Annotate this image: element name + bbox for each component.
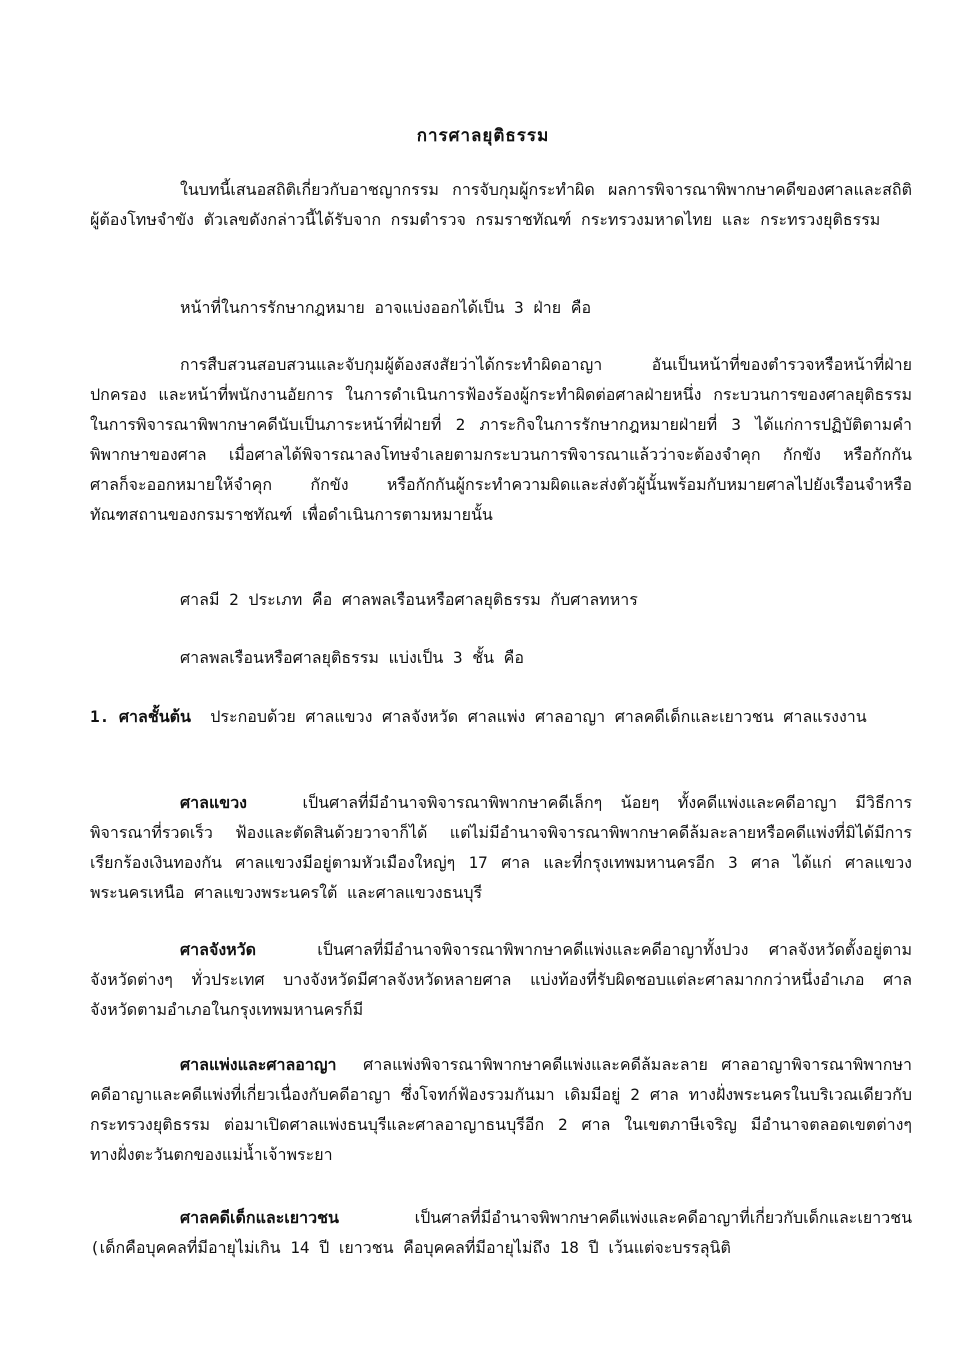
paragraph-text: ในบทนี้เสนอสถิติเกี่ยวกับอาชญากรรม การจับกุมผู้กระทำผิด ผลการพิจารณาพิพากษาคดีของศาลและสถิติผู้ต้องโทษจำขัง ตัวเลขดังกล่าวนี้ได้รับจาก กรมตำรวจ กรมราชทัณฑ์ กระทรวงมหาดไทย และ กระทรวงยุติธรรม [90, 180, 912, 229]
provincial-court-paragraph [90, 935, 912, 1025]
paragraph-text: เป็นศาลที่มีอำนาจพิจารณาพิพากษาคดีเล็กๆ น้อยๆ ทั้งคดีแพ่งและคดีอาญา มีวิธีการพิจารณาที่รวดเร็ว ฟ้องและตัดสินด้วยวาจาก็ได้ แต่ไม่มีอำนาจพิจารณาพิพากษาคดีล้มละลายหรือคดีแพ่งที่มิได้มีการเรียกร้องเงินทองกัน ศาลแขวงมีอยู่ตามหัวเมืองใหญ่ๆ 17 ศาล และที่กรุงเทพมหานครอีก 3 ศาล ได้แก่ ศาลแขวงพระนครเหนือ ศาลแขวงพระนครใต้ และศาลแขวงธนบุรี [90, 793, 912, 902]
paragraph-text: ศาลแพ่งพิจารณาพิพากษาคดีแพ่งและคดีล้มละลาย ศาลอาญาพิจารณาพิพากษาคดีอาญาและคดีแพ่งที่เกี่ยวเนื่องกับคดีอาญา ซึ่งโจทก์ฟ้องรวมกันมา เดิมมีอยู่ 2 ศาล ทางฝั่งพระนครในบริเวณเดียวกับกระทรวงยุติธรรม ต่อมาเปิดศาลแพ่งธนบุรีและศาลอาญาธนบุรีอีก 2 ศาล ในเขตภาษีเจริญ มีอำนาจตลอดเขตต่างๆ ทางฝั่งตะวันตกของแม่น้ำเจ้าพระยา [90, 1055, 913, 1164]
document-title: การศาลยุติธรรม [416, 126, 550, 146]
paragraph-text: ศาลมี 2 ประเภท คือ ศาลพลเรือนหรือศาลยุติธรรม กับศาลทหาร [180, 590, 638, 609]
term-heading: ศาลคดีเด็กและเยาวชน [180, 1208, 339, 1227]
paragraph-text: ประกอบด้วย ศาลแขวง ศาลจังหวัด ศาลแพ่ง ศาลอาญา ศาลคดีเด็กและเยาวชน ศาลแรงงาน [210, 707, 867, 726]
term-heading: ศาลแพ่งและศาลอาญา [180, 1055, 337, 1074]
court-types-paragraph [90, 585, 912, 615]
term-heading: ศาลแขวง [180, 793, 247, 812]
term-heading: ศาลจังหวัด [180, 940, 257, 959]
juvenile-court-paragraph [90, 1203, 912, 1263]
intro-paragraph [90, 175, 912, 235]
paragraph-text: เป็นศาลที่มีอำนาจพิจารณาพิพากษาคดีแพ่งและคดีอาญาทั้งปวง ศาลจังหวัดตั้งอยู่ตามจังหวัดต่างๆ ทั่วประเทศ บางจังหวัดมีศาลจังหวัดหลายศาล แบ่งท้องที่รับผิดชอบแต่ละศาลมากกว่าหนึ่งอำเภอ ศาลจังหวัดตามอำเภอในกรุงเทพมหานครก็มี [90, 940, 912, 1019]
investigation-paragraph [90, 350, 912, 530]
civil-criminal-court-paragraph [90, 1050, 912, 1170]
paragraph-text: หน้าที่ในการรักษากฎหมาย อาจแบ่งออกได้เป็น 3 ฝ่าย คือ [180, 298, 592, 317]
paragraph-text: ศาลพลเรือนหรือศาลยุติธรรม แบ่งเป็น 3 ชั้น คือ [180, 648, 524, 667]
first-instance-paragraph [90, 702, 912, 732]
civil-court-levels-paragraph [90, 643, 912, 673]
district-court-paragraph [90, 788, 912, 908]
paragraph-text: การสืบสวนสอบสวนและจับกุมผู้ต้องสงสัยว่าได้กระทำผิดอาญา อันเป็นหน้าที่ของตำรวจหรือหน้าที่ฝ่ายปกครอง และหน้าที่พนักงานอัยการ ในการดำเนินการฟ้องร้องผู้กระทำผิดต่อศาลฝ่ายหนึ่ง กระบวนการของศาลยุติธรรมในการพิจารณาพิพากษาคดีนับเป็นภาระหน้าที่ฝ่ายที่ 2 ภาระกิจในการรักษากฎหมายฝ่ายที่ 3 ได้แก่การปฏิบัติตามคำพิพากษาของศาล เมื่อศาลได้พิจารณาลงโทษจำเลยตามกระบวนการพิจารณาแล้วว่าจะต้องจำคุก กักขัง หรือกักกัน ศาลก็จะออกหมายให้จำคุก กักขัง หรือกักกันผู้กระทำความผิดและส่งตัวผู้นั้นพร้อมกับหมายศาลไปยังเรือนจำหรือทัณฑสถานของกรมราชทัณฑ์ เพื่อดำเนินการตามหมายนั้น [90, 355, 912, 524]
paragraph-text: เป็นศาลที่มีอำนาจพิพากษาคดีแพ่งและคดีอาญาที่เกี่ยวกับเด็กและเยาวชน (เด็กคือบุคคลที่มีอายุไม่เกิน 14 ปี เยาวชน คือบุคคลที่มีอายุไม่ถึง 18 ปี เว้นแต่จะบรรลุนิติ [90, 1208, 912, 1257]
section-heading: 1. ศาลชั้นต้น [90, 707, 191, 726]
duties-paragraph [90, 293, 912, 323]
